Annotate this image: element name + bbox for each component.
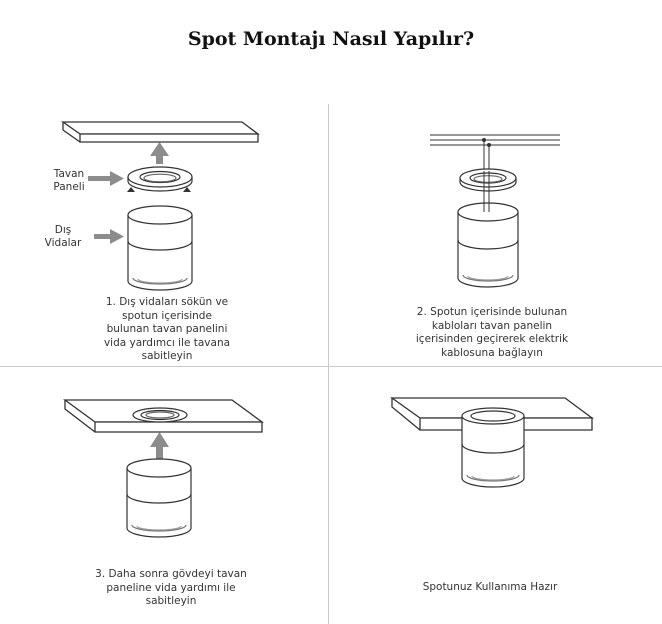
spot-body <box>462 408 524 487</box>
up-arrow <box>150 432 169 461</box>
step-2-caption: 2. Spotun içerisinde bulunan kabloları tavan panelin içerisinden geçirerek elektrik kablosuna bağlayın <box>415 306 569 359</box>
mounting-ring <box>133 408 187 422</box>
mounting-ring <box>128 167 192 191</box>
page-title: Spot Montajı Nasıl Yapılır? <box>187 28 475 50</box>
step-4-caption: Spotunuz Kullanıma Hazır <box>422 581 558 593</box>
step-1-caption: 1. Dış vidaları sökün ve spotun içerisinde bulunan tavan panelini vida yardımcı ile tavana sabitleyin <box>103 296 231 362</box>
step-2-illustration <box>330 100 662 300</box>
ceiling-slab <box>63 122 258 134</box>
spot-body <box>127 459 191 537</box>
step-3-caption: 3. Daha sonra gövdeyi tavan paneline vida yardımı ile sabitleyin <box>95 568 247 607</box>
up-arrow <box>150 142 169 164</box>
step-4-illustration <box>330 380 662 560</box>
step-1-illustration <box>0 100 330 300</box>
horizontal-divider <box>0 366 662 367</box>
arrow-dis-vidalar <box>94 229 124 244</box>
label-tavan-paneli: Tavan Paneli <box>53 168 85 193</box>
mounting-ring <box>460 169 516 191</box>
step-3-illustration <box>0 380 330 560</box>
spot-body <box>128 206 192 290</box>
label-dis-vidalar: Dış Vidalar <box>44 224 82 249</box>
spot-body <box>458 203 518 287</box>
